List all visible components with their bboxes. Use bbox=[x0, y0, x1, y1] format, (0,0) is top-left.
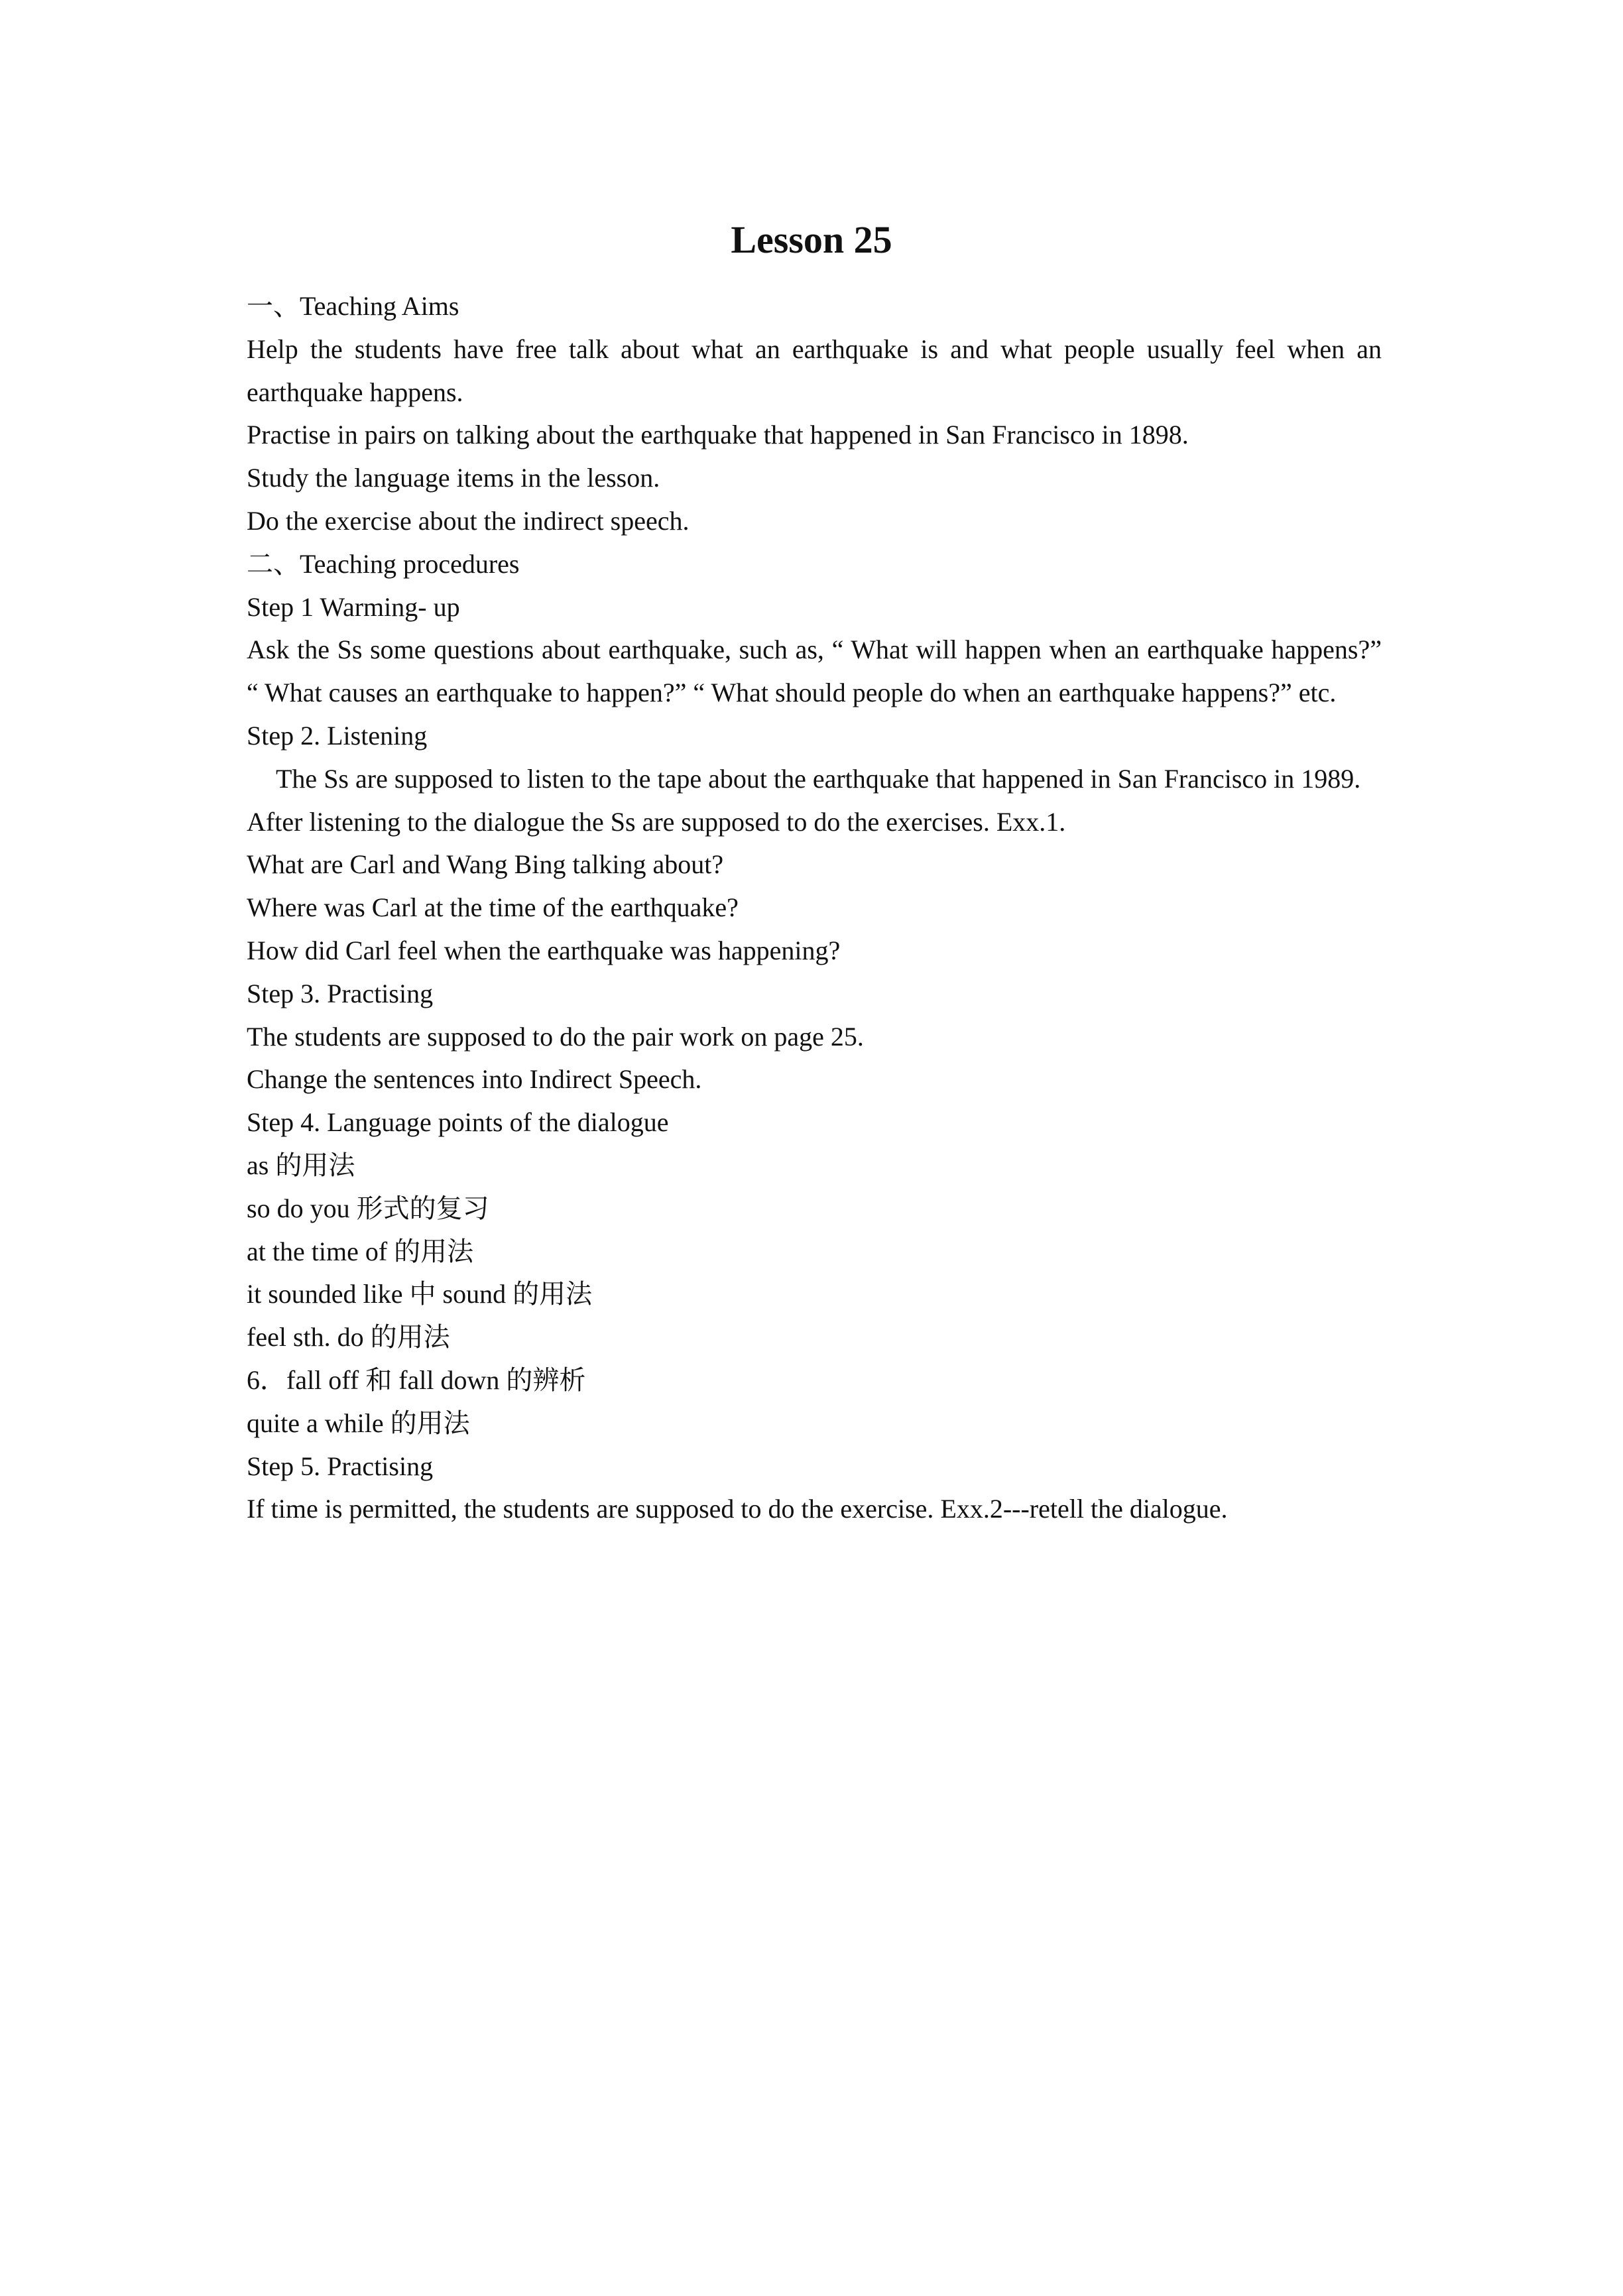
document-body bbox=[247, 285, 1382, 1531]
step-3-line: The students are supposed to do the pair work on page 25. bbox=[247, 1021, 864, 1052]
aim-item: Help the students have free talk about what an earthquake is and what people usually feel when an earthquake happens. bbox=[247, 333, 1382, 407]
language-point: feel sth. do 的用法 bbox=[247, 1322, 450, 1353]
step-4-heading: Step 4. Language points of the dialogue bbox=[247, 1107, 669, 1138]
step-2-after: After listening to the dialogue the Ss are supposed to do the exercises. Exx.1. bbox=[247, 806, 1066, 837]
step-5-heading: Step 5. Practising bbox=[247, 1451, 434, 1481]
step-2-question: What are Carl and Wang Bing talking about? bbox=[247, 849, 724, 880]
aim-item: Study the language items in the lesson. bbox=[247, 463, 660, 493]
aims-heading: 一、Teaching Aims bbox=[247, 291, 459, 321]
step-2-question: Where was Carl at the time of the earthquake? bbox=[247, 892, 739, 923]
step-1-text: Ask the Ss some questions about earthquake, such as, “ What will happen when an earthquake happens?” “ What causes an earthquake to happen?” “ What should people do when an earthquake happens?” etc. bbox=[247, 634, 1382, 708]
aim-item: Practise in pairs on talking about the earthquake that happened in San Francisco in 1898. bbox=[247, 420, 1189, 450]
step-2-question: How did Carl feel when the earthquake was happening? bbox=[247, 935, 841, 965]
step-1-heading: Step 1 Warming- up bbox=[247, 591, 460, 622]
procedures-heading: 二、Teaching procedures bbox=[247, 548, 520, 579]
step-3-heading: Step 3. Practising bbox=[247, 978, 434, 1008]
language-point: so do you 形式的复习 bbox=[247, 1193, 489, 1223]
language-point: quite a while 的用法 bbox=[247, 1408, 470, 1438]
aim-item: Do the exercise about the indirect speech. bbox=[247, 505, 690, 536]
language-point: at the time of 的用法 bbox=[247, 1236, 474, 1266]
step-2-text: The Ss are supposed to listen to the tape about the earthquake that happened in San Francisco in 1989. bbox=[276, 763, 1361, 794]
language-point: as 的用法 bbox=[247, 1150, 355, 1180]
language-point: it sounded like 中 sound 的用法 bbox=[247, 1279, 593, 1309]
language-point: 6．fall off 和 fall down 的辨析 bbox=[247, 1364, 586, 1395]
step-2-heading: Step 2. Listening bbox=[247, 720, 428, 751]
step-5-text: If time is permitted, the students are supposed to do the exercise. Exx.2---retell the dialogue. bbox=[247, 1494, 1228, 1524]
page-title: Lesson 25 bbox=[731, 218, 892, 261]
step-3-line: Change the sentences into Indirect Speech. bbox=[247, 1064, 702, 1095]
